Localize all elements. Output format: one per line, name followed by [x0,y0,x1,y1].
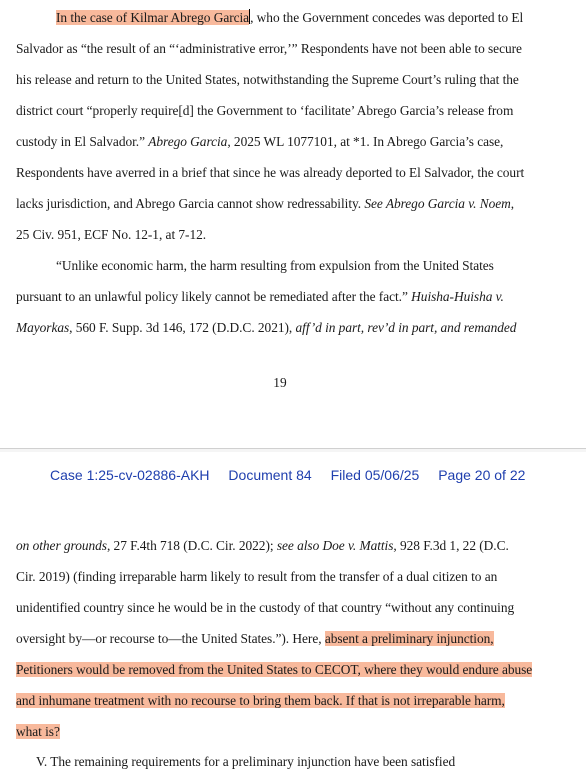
court-filing-header [50,467,540,483]
case-citation: See Abrego Garcia v. Noem [364,196,511,211]
paragraph-line: custody in El Salvador.” Abrego Garcia, 2025 WL 1077101, at *1. In Abrego Garcia’s case, [16,134,504,149]
section-heading-partial: V. The remaining requirements for a preliminary injunction have been satisfied [36,754,456,769]
page-count: Page 20 of 22 [438,467,526,483]
case-number: Case 1:25-cv-02886-AKH [50,467,210,483]
highlighted-text[interactable]: Petitioners would be removed from the United States to CECOT, where they would endure abuse [16,662,533,677]
paragraph-line: Respondents have averred in a brief that since he was already deported to El Salvador, the court [16,165,525,180]
highlighted-text[interactable]: absent a preliminary injunction, [324,631,494,646]
case-citation: Mayorkas [16,320,70,335]
filed-date: Filed 05/06/25 [330,467,420,483]
paragraph-line [16,723,60,741]
paragraph-line: district court “properly require[d] the Government to ‘facilitate’ Abrego Garcia’s release from [16,103,514,118]
paragraph-line: lacks jurisdiction, and Abrego Garcia cannot show redressability. See Abrego Garcia v. Noem, [16,196,515,211]
paragraph-line: his release and return to the United States, notwithstanding the Supreme Court’s ruling that the [16,72,519,87]
paragraph-line: Mayorkas, 560 F. Supp. 3d 146, 172 (D.D.C. 2021), aff’d in part, rev’d in part, and remanded [16,320,517,335]
paragraph-line: Salvador as “the result of an “‘administrative error,’” Respondents have not been able to secure [16,41,522,56]
case-citation: Huisha-Huisha v. [411,289,504,304]
case-citation: on other grounds [16,538,107,553]
paragraph-line [16,692,505,710]
page-number: 19 [273,375,287,390]
highlighted-text[interactable]: what is? [16,724,60,739]
paragraph-line: unidentified country since he would be in the custody of that country “without any continuing [16,600,515,615]
highlighted-text[interactable]: and inhumane treatment with no recourse to bring them back. If that is not irreparable harm, [16,693,505,708]
paragraph-line: In the case of Kilmar Abrego Garcia, who the Government concedes was deported to El [56,10,524,25]
paragraph-line: “Unlike economic harm, the harm resulting from expulsion from the United States [56,258,494,273]
paragraph-line: pursuant to an unlawful policy likely cannot be remediated after the fact.” Huisha-Huisha v. [16,289,504,304]
document-number: Document 84 [228,467,312,483]
highlighted-text[interactable]: In the case of Kilmar Abrego Garcia [56,10,250,25]
case-citation: Abrego Garcia [148,134,228,149]
paragraph-line: on other grounds, 27 F.4th 718 (D.C. Cir. 2022); see also Doe v. Mattis, 928 F.3d 1, 22 (D.C. [16,538,509,553]
case-citation: aff’d in part, rev’d in part, and remanded [295,320,517,335]
case-citation: see also Doe v. Mattis [276,538,394,553]
paragraph-line: 25 Civ. 951, ECF No. 12-1, at 7-12. [16,227,207,242]
paragraph-line: oversight by—or recourse to—the United States.”). Here, absent a preliminary injunction, [16,631,494,646]
paragraph-line [16,661,532,679]
paragraph-line: Cir. 2019) (finding irreparable harm likely to result from the transfer of a dual citizen to an [16,569,498,584]
